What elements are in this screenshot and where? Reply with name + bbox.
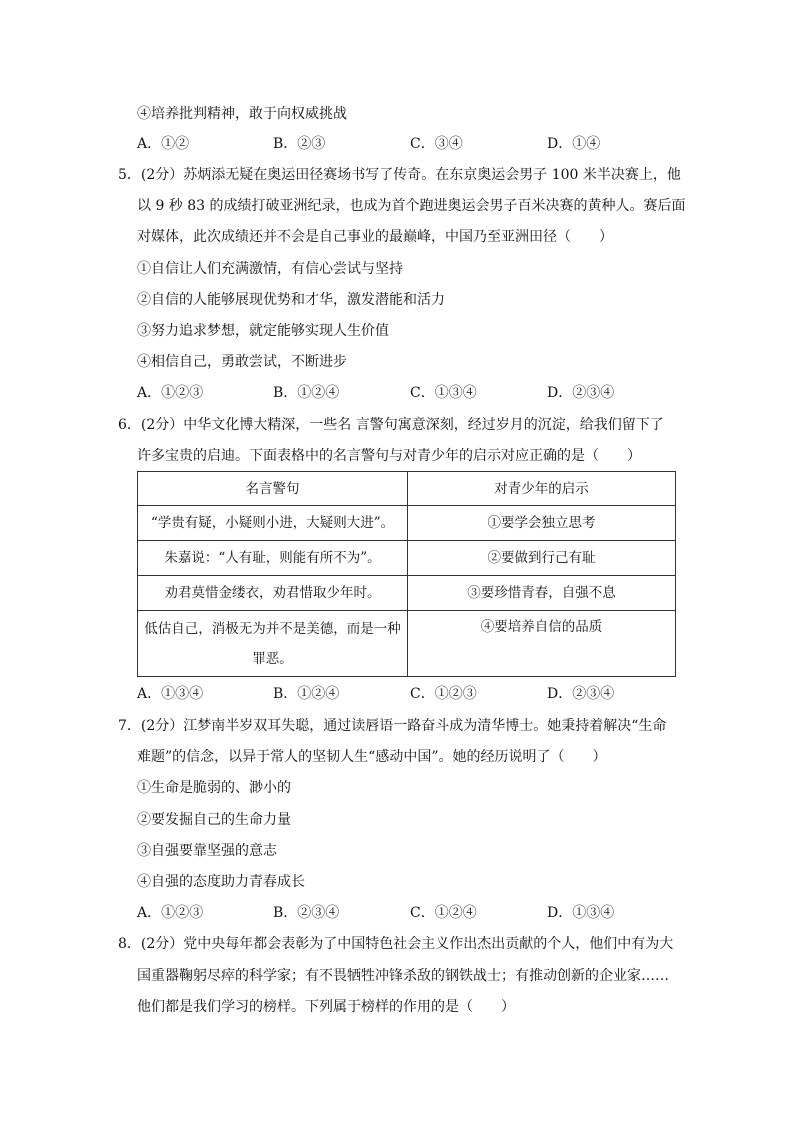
q6-option-b[interactable]: B．①②④ bbox=[273, 686, 340, 702]
q7-statement-1: ①生命是脆弱的、渺小的 bbox=[137, 780, 291, 796]
q6-insight-3: ③要珍惜青春，自强不息 bbox=[408, 576, 676, 611]
q7-statement-3: ③自强要靠坚强的意志 bbox=[137, 843, 277, 859]
q7-option-a[interactable]: A．①②③ bbox=[137, 905, 204, 921]
q6-options bbox=[0, 684, 794, 704]
q6-quote-3: 劝君莫惜金缕衣，劝君惜取少年时。 bbox=[138, 576, 408, 611]
q6-header-insight: 对青少年的启示 bbox=[408, 472, 676, 506]
q7-options bbox=[0, 903, 794, 923]
q8-stem-line-1: 8．(2分）党中央每年都会表彰为了中国特色社会主义作出杰出贡献的个人，他们中有为大 bbox=[118, 936, 674, 952]
q8-stem-line-2: 国重器鞠躬尽瘁的科学家；有不畏牺牲冲锋杀敌的钢铁战士；有推动创新的企业家…… bbox=[137, 968, 669, 984]
table-row bbox=[138, 506, 676, 541]
q4-option-c[interactable]: C．③④ bbox=[410, 136, 463, 152]
q5-stem-line-1: 5．(2分）苏炳添无疑在奥运田径赛场书写了传奇。在东京奥运会男子 100 米半决赛上，他 bbox=[118, 167, 681, 183]
q5-statement-2: ②自信的人能够展现优势和才华，激发潜能和活力 bbox=[137, 292, 445, 308]
q6-stem-line-2: 许多宝贵的启迪。下面表格中的名言警句与对青少年的启示对应正确的是（ ） bbox=[137, 448, 641, 464]
q5-option-d[interactable]: D．②③④ bbox=[547, 385, 615, 401]
q8-stem-line-3: 他们都是我们学习的榜样。下列属于榜样的作用的是（ ） bbox=[137, 999, 515, 1015]
q5-option-a[interactable]: A．①②③ bbox=[137, 385, 204, 401]
table-row bbox=[138, 611, 676, 677]
q4-options bbox=[0, 134, 794, 154]
q5-stem-line-3: 对媒体，此次成绩还并不会是自己事业的最巅峰，中国乃至亚洲田径（ ） bbox=[137, 229, 613, 245]
q6-option-d[interactable]: D．②③④ bbox=[547, 686, 615, 702]
q6-quote-4: 低估自己，消极无为并不是美德，而是一种罪恶。 bbox=[138, 611, 408, 677]
q5-stem-line-2: 以 9 秒 83 的成绩打破亚洲纪录，也成为首个跑进奥运会男子百米决赛的黄种人。赛后面 bbox=[137, 198, 686, 214]
q5-statement-1: ①自信让人们充满激情，有信心尝试与坚持 bbox=[137, 261, 403, 277]
q6-option-c[interactable]: C．①②③ bbox=[410, 686, 477, 702]
q7-option-d[interactable]: D．①③④ bbox=[547, 905, 615, 921]
q7-statement-2: ②要发掘自己的生命力量 bbox=[137, 812, 291, 828]
q7-statement-4: ④自强的态度助力青春成长 bbox=[137, 874, 305, 890]
q6-insight-2: ②要做到行己有耻 bbox=[408, 541, 676, 576]
q5-statement-3: ③努力追求梦想，就定能够实现人生价值 bbox=[137, 323, 389, 339]
q6-header-quote: 名言警句 bbox=[138, 472, 408, 506]
q6-table-header-row bbox=[138, 472, 676, 506]
q7-option-b[interactable]: B．②③④ bbox=[273, 905, 340, 921]
q6-quote-1: “学贵有疑，小疑则小进，大疑则大进”。 bbox=[138, 506, 408, 541]
q4-option-d[interactable]: D．①④ bbox=[547, 136, 601, 152]
q7-stem-line-2: 难题”的信念，以异于常人的坚韧人生“感动中国”。她的经历说明了（ ） bbox=[137, 749, 607, 765]
q5-option-c[interactable]: C．①③④ bbox=[410, 385, 477, 401]
q6-insight-4: ④要培养自信的品质 bbox=[408, 611, 676, 677]
table-row bbox=[138, 576, 676, 611]
q6-table bbox=[137, 471, 676, 677]
q6-option-a[interactable]: A．①③④ bbox=[137, 686, 204, 702]
q5-option-b[interactable]: B．①②④ bbox=[273, 385, 340, 401]
q5-statement-4: ④相信自己，勇敢尝试，不断进步 bbox=[137, 354, 347, 370]
q6-stem-line-1: 6．(2分）中华文化博大精深，一些名 言警句寓意深刻，经过岁月的沉淀，给我们留下了 bbox=[118, 417, 664, 433]
q4-option-a[interactable]: A．①② bbox=[137, 136, 190, 152]
q7-stem-line-1: 7．(2分）江梦南半岁双耳失聪，通过读唇语一路奋斗成为清华博士。她秉持着解决“生命 bbox=[118, 718, 667, 734]
table-row bbox=[138, 541, 676, 576]
q5-options bbox=[0, 383, 794, 403]
q6-insight-1: ①要学会独立思考 bbox=[408, 506, 676, 541]
q6-quote-2: 朱嘉说：“人有耻，则能有所不为”。 bbox=[138, 541, 408, 576]
q4-option-b[interactable]: B．②③ bbox=[273, 136, 326, 152]
q7-option-c[interactable]: C．①②④ bbox=[410, 905, 477, 921]
q4-statement-4: ④培养批判精神，敢于向权威挑战 bbox=[137, 106, 347, 122]
